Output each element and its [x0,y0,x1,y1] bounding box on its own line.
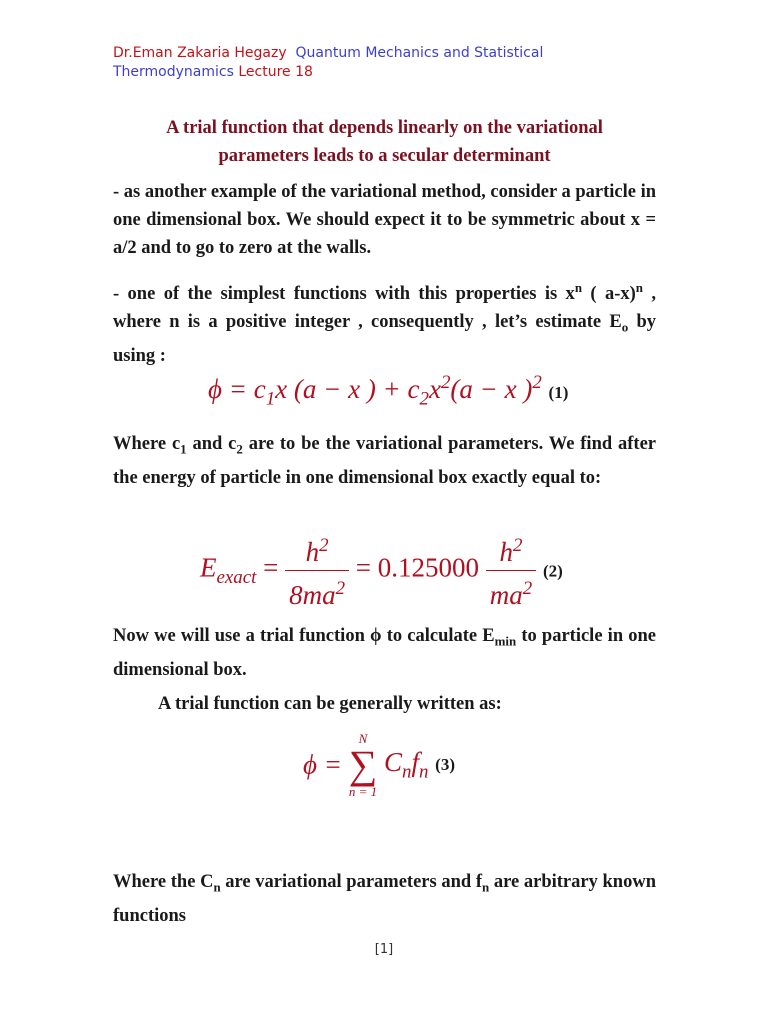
equation-1: $\phi = c_1x$ (a − x ) + $c_2x^2(a - x$ )$^2$ (1) [208,372,569,410]
paragraph-definitions: Where the $C_n$ are variational parameters and $f_n$ are arbitrary known functions [113,872,656,926]
header-course: Quantum Mechanics and Statistical [295,45,544,61]
equation-1-number: (1) [548,383,569,402]
header-course-cont: Thermodynamics [113,64,234,80]
header-lecture: Lecture 18 [238,64,313,80]
paragraph-general-form: A trial function can be generally written as: [158,694,502,714]
paragraph-trial-function: Now we will use a trial function ϕ to calculate $E_{min}$ to particle in one dimensional box. [113,626,657,680]
title-line-2: parameters leads to a secular determinant [218,146,551,166]
page-header [113,44,673,82]
equation-3: ϕ = N ∑ n = 1 $C_nf_n$ (3) [303,731,455,799]
section-title [113,114,656,170]
equation-2-number: (2) [542,561,563,581]
header-author: Dr.Eman Zakaria Hegazy [113,45,287,61]
paragraph-parameters: Where $c_1$ and $c_2$ are to be the variational parameters. We find after the energy of particle in one dimensional box exactly equal to: [113,434,656,488]
paragraph-trial-form: - one of the simplest functions with this properties is $x^n$ ( a-x)$^n$ , where n is a positive integer , consequently , let’s estimate $E_o$ by using : [113,280,657,366]
title-line-1: A trial function that depends linearly on the variational [166,118,603,138]
equation-3-number: (3) [435,755,455,774]
equation-2: $E_{exact}$ = $\frac{h^2}{8ma^2}$ = 0.125000 $\frac{h^2}{ma^2}$ (2) [200,528,563,613]
paragraph-intro: - as another example of the variational method, consider a particle in one dimensional box. We should expect it to be symmetric about x = a/2 and to go to zero at the walls. [113,182,656,258]
page-number: [1] [374,942,394,957]
